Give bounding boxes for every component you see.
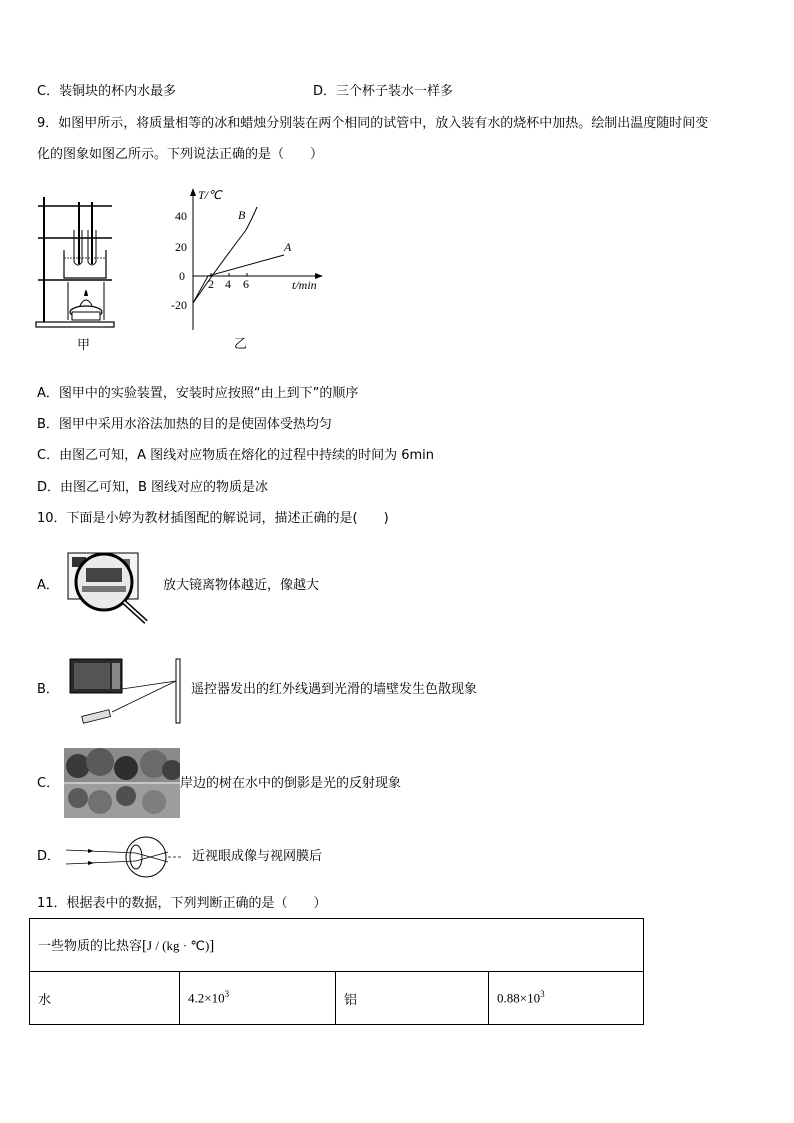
unit-bracket-left: [: [142, 938, 148, 954]
q9-stem-line1: 9．如图甲所示，将质量相等的冰和蜡烛分别装在两个相同的试管中，放入装有水的烧杯中加热。绘制出温度随时间变: [37, 116, 709, 131]
unit-text: J / (kg · ℃): [147, 938, 210, 953]
x-tick-4: 4: [225, 277, 231, 291]
specific-heat-table: [29, 918, 644, 1025]
q10-option-c-letter: C．: [37, 776, 60, 791]
q9-stem-line2: 化的图象如图乙所示。下列说法正确的是（ ）: [37, 147, 324, 162]
q8-option-d: D．三个杯子装水一样多: [313, 84, 454, 99]
value-water-exp: 3: [224, 989, 230, 1000]
tv-remote-wall-image: [64, 655, 190, 727]
y-tick-minus-20: -20: [171, 298, 187, 312]
temperature-graph: [168, 185, 328, 335]
q9-option-d: D．由图乙可知，B 图线对应的物质是冰: [37, 480, 269, 495]
q9-option-a: A．图甲中的实验装置，安装时应按照“由上到下”的顺序: [37, 386, 359, 401]
curve-b-label: B: [238, 208, 246, 222]
y-tick-20: 20: [175, 240, 187, 254]
q10-option-c-text: 岸边的树在水中的倒影是光的反射现象: [180, 776, 402, 791]
value-aluminum-mantissa: 0.88: [497, 990, 520, 1006]
q9-option-c: C．由图乙可知，A 图线对应物质在熔化的过程中持续的时间为 6min: [37, 448, 435, 463]
q10-option-d-text: 近视眼成像与视网膜后: [192, 849, 323, 864]
value-water: $4.2\times 10^3$: [180, 972, 336, 1025]
q11-stem: 11．根据表中的数据，下列判断正确的是（ ）: [37, 896, 327, 911]
y-axis-label: T/℃: [198, 188, 222, 202]
unit-bracket-right: ]: [209, 938, 215, 954]
tree-reflection-image: [64, 748, 180, 818]
substance-water: 水: [30, 972, 180, 1025]
myopia-eye-diagram: [64, 834, 192, 880]
x-axis-label: t/min: [292, 278, 317, 292]
q8-option-c: C．装铜块的杯内水最多: [37, 84, 177, 99]
table-header-cell: [30, 919, 644, 972]
value-water-mantissa: 4.2: [188, 990, 205, 1006]
x-tick-2: 2: [208, 277, 214, 291]
x-tick-6: 6: [243, 277, 249, 291]
value-aluminum-exp: 3: [540, 989, 545, 1000]
y-tick-40: 40: [175, 209, 187, 223]
q10-stem: 10．下面是小婷为教材插图配的解说词，描述正确的是( ): [37, 511, 389, 526]
substance-aluminum: 铝: [336, 972, 489, 1025]
figure-yi-caption: 乙: [234, 337, 248, 352]
line-a-label: A: [284, 240, 292, 254]
q10-option-b-letter: B．: [37, 682, 59, 697]
y-tick-0: 0: [179, 269, 185, 283]
q9-option-b: B．图甲中采用水浴法加热的目的是使固体受热均匀: [37, 417, 332, 432]
value-aluminum: $0.88\times 10^3$: [489, 972, 644, 1025]
apparatus-figure: [34, 192, 124, 332]
q10-option-a-text: 放大镜离物体越近，像越大: [163, 578, 320, 593]
q10-option-b-text: 遥控器发出的红外线遇到光滑的墙壁发生色散现象: [191, 682, 478, 697]
figure-jia-caption: 甲: [77, 338, 91, 353]
table-header-text: 一些物质的比热容: [38, 939, 143, 954]
q10-option-d-letter: D．: [37, 849, 61, 864]
magnifier-stamp-image: [66, 550, 156, 628]
q10-option-a-letter: A．: [37, 578, 59, 593]
